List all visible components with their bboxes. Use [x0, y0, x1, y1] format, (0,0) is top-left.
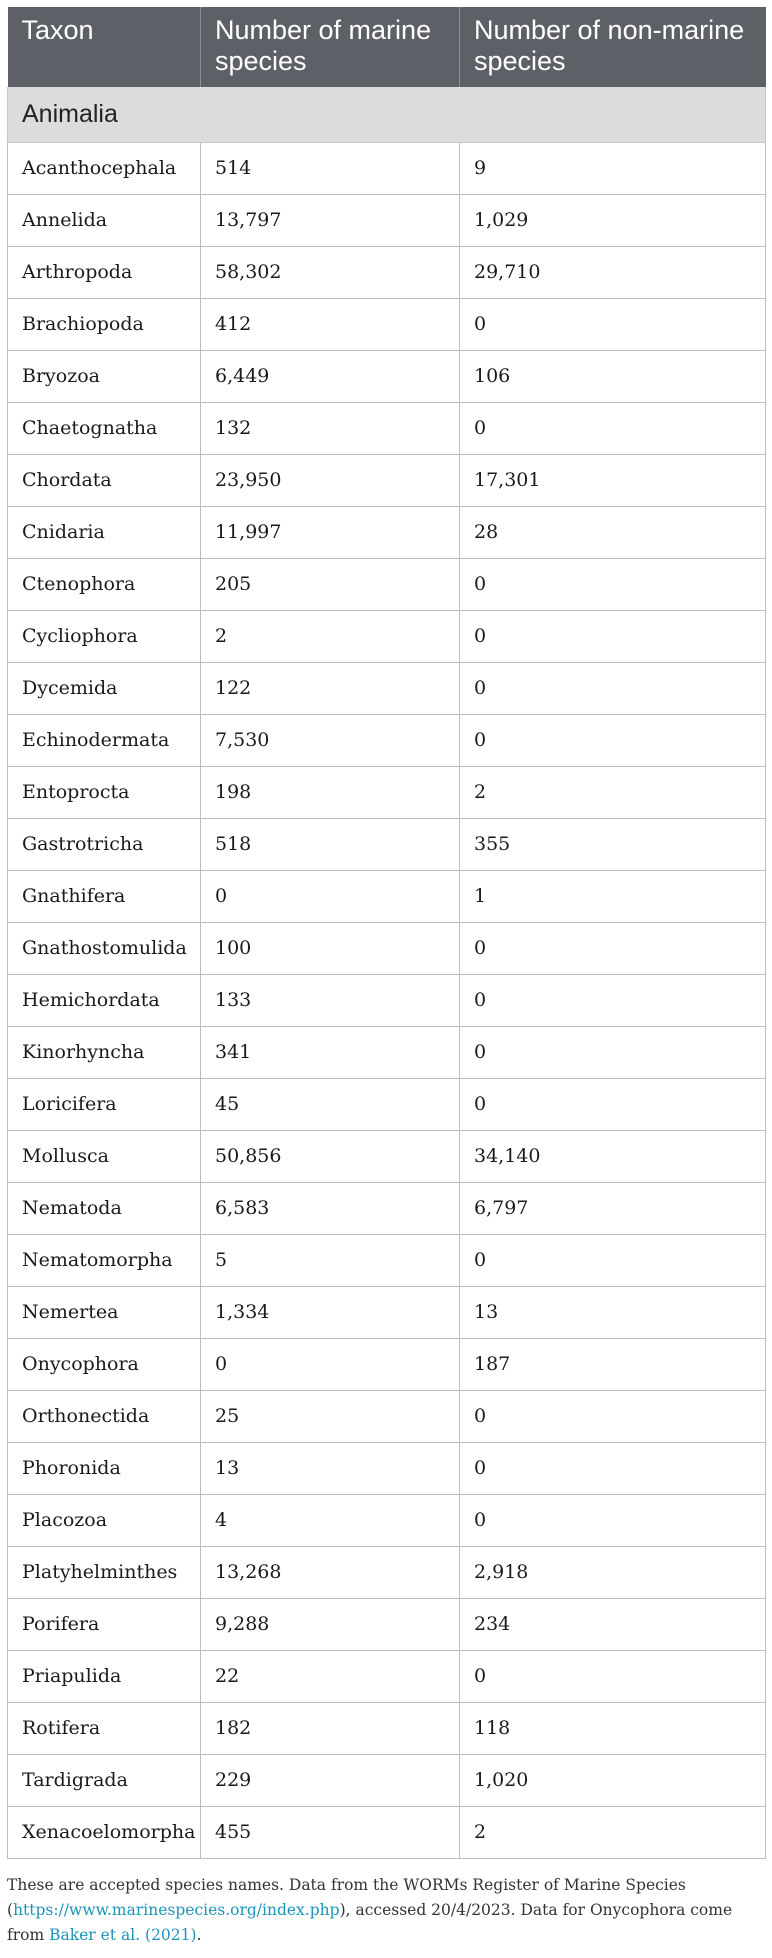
cell-taxon: Entoprocta: [8, 766, 201, 818]
group-label: Animalia: [8, 87, 766, 142]
cell-marine-count: 7,530: [201, 714, 460, 766]
cell-non-marine-count: 0: [460, 1234, 766, 1286]
header-marine-species: Number of marine species: [201, 7, 460, 87]
cell-non-marine-count: 0: [460, 610, 766, 662]
table-row: [8, 454, 766, 506]
cell-taxon: Mollusca: [8, 1130, 201, 1182]
cell-taxon: Kinorhyncha: [8, 1026, 201, 1078]
header-taxon: Taxon: [8, 7, 201, 87]
table-row: [8, 870, 766, 922]
cell-taxon: Porifera: [8, 1598, 201, 1650]
cell-marine-count: 2: [201, 610, 460, 662]
table-row: [8, 714, 766, 766]
cell-non-marine-count: 0: [460, 298, 766, 350]
cell-taxon: Rotifera: [8, 1702, 201, 1754]
cell-non-marine-count: 1,029: [460, 194, 766, 246]
cell-marine-count: 100: [201, 922, 460, 974]
cell-marine-count: 13,797: [201, 194, 460, 246]
table-row: [8, 1286, 766, 1338]
cell-marine-count: 58,302: [201, 246, 460, 298]
cell-marine-count: 514: [201, 142, 460, 194]
footnote-end: .: [196, 1925, 202, 1944]
table-footnote: [7, 1873, 765, 1948]
cell-marine-count: 341: [201, 1026, 460, 1078]
cell-taxon: Chaetognatha: [8, 402, 201, 454]
cell-marine-count: 23,950: [201, 454, 460, 506]
header-non-marine-species: Number of non-marine species: [460, 7, 766, 87]
cell-marine-count: 22: [201, 1650, 460, 1702]
cell-non-marine-count: 0: [460, 714, 766, 766]
cell-marine-count: 0: [201, 870, 460, 922]
table-row: [8, 1130, 766, 1182]
table-row: [8, 558, 766, 610]
footnote-text: These are accepted species names. Data from the WORMs Register of Marine Species (: [7, 1875, 686, 1919]
cell-taxon: Dycemida: [8, 662, 201, 714]
table-row: [8, 142, 766, 194]
cell-taxon: Placozoa: [8, 1494, 201, 1546]
cell-taxon: Nematoda: [8, 1182, 201, 1234]
cell-non-marine-count: 0: [460, 922, 766, 974]
cell-taxon: Gnathifera: [8, 870, 201, 922]
cell-taxon: Xenacoelomorpha: [8, 1806, 201, 1858]
table-row: [8, 298, 766, 350]
table-row: [8, 350, 766, 402]
cell-non-marine-count: 0: [460, 1390, 766, 1442]
cell-non-marine-count: 9: [460, 142, 766, 194]
cell-marine-count: 9,288: [201, 1598, 460, 1650]
cell-marine-count: 412: [201, 298, 460, 350]
cell-taxon: Onycophora: [8, 1338, 201, 1390]
cell-non-marine-count: 2: [460, 766, 766, 818]
cell-non-marine-count: 6,797: [460, 1182, 766, 1234]
cell-marine-count: 13,268: [201, 1546, 460, 1598]
table-row: [8, 1650, 766, 1702]
table-row: [8, 1182, 766, 1234]
table-page: [7, 7, 765, 1948]
cell-taxon: Brachiopoda: [8, 298, 201, 350]
cell-marine-count: 4: [201, 1494, 460, 1546]
table-row: [8, 1442, 766, 1494]
table-row: [8, 766, 766, 818]
cell-taxon: Acanthocephala: [8, 142, 201, 194]
cell-marine-count: 5: [201, 1234, 460, 1286]
cell-non-marine-count: 0: [460, 1442, 766, 1494]
cell-non-marine-count: 28: [460, 506, 766, 558]
cell-taxon: Arthropoda: [8, 246, 201, 298]
table-row: [8, 1494, 766, 1546]
cell-marine-count: 0: [201, 1338, 460, 1390]
table-row: [8, 1026, 766, 1078]
cell-taxon: Priapulida: [8, 1650, 201, 1702]
group-row: [8, 87, 766, 142]
cell-non-marine-count: 0: [460, 1650, 766, 1702]
cell-marine-count: 229: [201, 1754, 460, 1806]
cell-marine-count: 132: [201, 402, 460, 454]
table-row: [8, 1806, 766, 1858]
table-row: [8, 610, 766, 662]
table-row: [8, 922, 766, 974]
cell-taxon: Gnathostomulida: [8, 922, 201, 974]
cell-non-marine-count: 187: [460, 1338, 766, 1390]
cell-taxon: Ctenophora: [8, 558, 201, 610]
cell-marine-count: 50,856: [201, 1130, 460, 1182]
cell-taxon: Orthonectida: [8, 1390, 201, 1442]
table-row: [8, 818, 766, 870]
cell-marine-count: 455: [201, 1806, 460, 1858]
cell-marine-count: 6,583: [201, 1182, 460, 1234]
cell-taxon: Tardigrada: [8, 1754, 201, 1806]
cell-non-marine-count: 1,020: [460, 1754, 766, 1806]
cell-taxon: Cycliophora: [8, 610, 201, 662]
cell-non-marine-count: 29,710: [460, 246, 766, 298]
table-row: [8, 506, 766, 558]
cell-taxon: Nemertea: [8, 1286, 201, 1338]
cell-marine-count: 518: [201, 818, 460, 870]
cell-marine-count: 182: [201, 1702, 460, 1754]
cell-taxon: Platyhelminthes: [8, 1546, 201, 1598]
cell-non-marine-count: 13: [460, 1286, 766, 1338]
cell-taxon: Annelida: [8, 194, 201, 246]
species-table: [7, 7, 766, 1859]
table-body: [8, 87, 766, 1858]
citation-link[interactable]: Baker et al. (2021): [49, 1925, 197, 1944]
table-row: [8, 402, 766, 454]
cell-non-marine-count: 2: [460, 1806, 766, 1858]
table-row: [8, 662, 766, 714]
cell-non-marine-count: 17,301: [460, 454, 766, 506]
cell-non-marine-count: 0: [460, 1026, 766, 1078]
cell-taxon: Gastrotricha: [8, 818, 201, 870]
cell-non-marine-count: 234: [460, 1598, 766, 1650]
cell-marine-count: 25: [201, 1390, 460, 1442]
cell-non-marine-count: 0: [460, 662, 766, 714]
table-row: [8, 1078, 766, 1130]
cell-marine-count: 11,997: [201, 506, 460, 558]
table-row: [8, 1390, 766, 1442]
cell-taxon: Hemichordata: [8, 974, 201, 1026]
cell-taxon: Echinodermata: [8, 714, 201, 766]
table-row: [8, 1598, 766, 1650]
table-row: [8, 974, 766, 1026]
cell-non-marine-count: 0: [460, 402, 766, 454]
cell-marine-count: 133: [201, 974, 460, 1026]
cell-taxon: Loricifera: [8, 1078, 201, 1130]
cell-non-marine-count: 118: [460, 1702, 766, 1754]
cell-marine-count: 198: [201, 766, 460, 818]
cell-marine-count: 122: [201, 662, 460, 714]
table-row: [8, 246, 766, 298]
cell-taxon: Nematomorpha: [8, 1234, 201, 1286]
cell-marine-count: 6,449: [201, 350, 460, 402]
table-row: [8, 1754, 766, 1806]
cell-marine-count: 1,334: [201, 1286, 460, 1338]
cell-non-marine-count: 0: [460, 1078, 766, 1130]
cell-non-marine-count: 0: [460, 1494, 766, 1546]
cell-taxon: Bryozoa: [8, 350, 201, 402]
cell-non-marine-count: 2,918: [460, 1546, 766, 1598]
worms-link[interactable]: https://www.marinespecies.org/index.php: [13, 1900, 340, 1919]
table-row: [8, 1338, 766, 1390]
cell-non-marine-count: 34,140: [460, 1130, 766, 1182]
table-header: [8, 7, 766, 87]
cell-non-marine-count: 0: [460, 558, 766, 610]
cell-taxon: Phoronida: [8, 1442, 201, 1494]
cell-non-marine-count: 0: [460, 974, 766, 1026]
cell-taxon: Cnidaria: [8, 506, 201, 558]
cell-non-marine-count: 106: [460, 350, 766, 402]
table-row: [8, 1546, 766, 1598]
cell-taxon: Chordata: [8, 454, 201, 506]
cell-non-marine-count: 1: [460, 870, 766, 922]
cell-marine-count: 13: [201, 1442, 460, 1494]
footnote-text-2: ), accessed 20/4/2023. Data for Onycophora come from: [7, 1900, 733, 1944]
cell-marine-count: 205: [201, 558, 460, 610]
table-row: [8, 1234, 766, 1286]
table-row: [8, 1702, 766, 1754]
table-row: [8, 194, 766, 246]
cell-non-marine-count: 355: [460, 818, 766, 870]
cell-marine-count: 45: [201, 1078, 460, 1130]
